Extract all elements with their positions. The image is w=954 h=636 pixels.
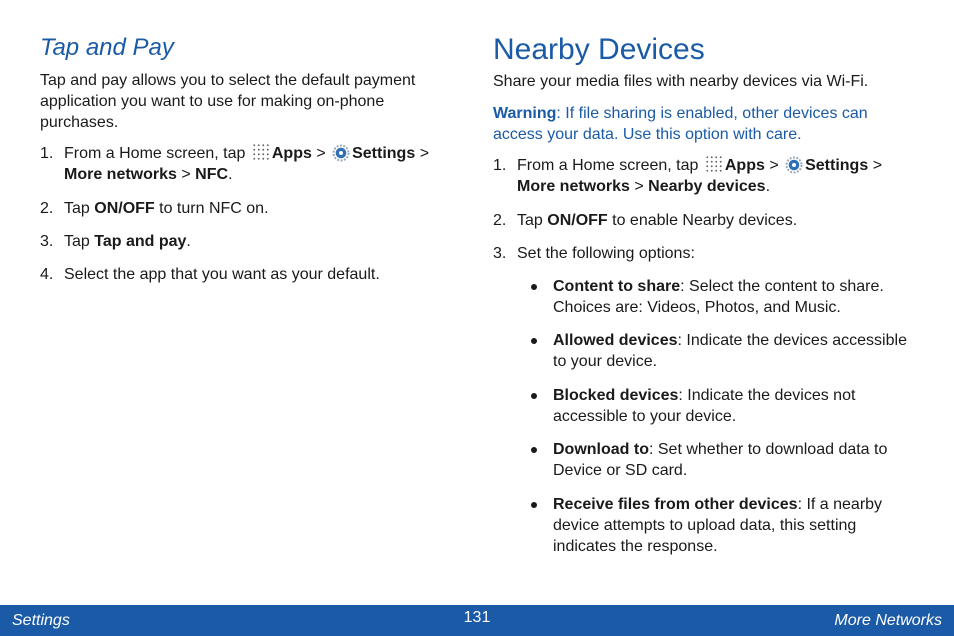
bullet-icon — [531, 284, 537, 290]
page-number: 131 — [463, 609, 491, 626]
bullet-icon — [531, 447, 537, 453]
bullet-icon — [531, 338, 537, 344]
section-title-tap-and-pay: Tap and Pay — [40, 34, 174, 61]
option-receive-files: Receive files from other devices: If a nearby device attempts to upload data, this setting indicates the response. — [553, 494, 923, 557]
tap-and-pay-intro: Tap and pay allows you to select the default payment application you want to use for making on-phone purchases. — [40, 72, 416, 131]
settings-gear-icon — [332, 144, 350, 162]
warning-label: Warning — [493, 105, 557, 122]
footer-chapter: Settings — [12, 612, 70, 629]
nearby-intro: Share your media files with nearby devices via Wi-Fi. — [493, 73, 869, 90]
apps-grid-icon — [252, 143, 270, 161]
settings-gear-icon — [785, 156, 803, 174]
bullet-icon — [531, 502, 537, 508]
warning-note: Warning: If file sharing is enabled, other devices can access your data. Use this option with care. — [493, 105, 868, 143]
option-download-to: Download to: Set whether to download data to Device or SD card. — [553, 439, 923, 481]
section-title-nearby-devices: Nearby Devices — [493, 33, 705, 66]
option-content-to-share: Content to share: Select the content to share. Choices are: Videos, Photos, and Music. — [553, 276, 923, 318]
footer-section: More Networks — [834, 612, 942, 629]
page-footer — [0, 605, 954, 636]
option-blocked-devices: Blocked devices: Indicate the devices not accessible to your device. — [553, 385, 893, 427]
option-allowed-devices: Allowed devices: Indicate the devices accessible to your device. — [553, 330, 923, 372]
bullet-icon — [531, 393, 537, 399]
apps-grid-icon — [705, 155, 723, 173]
